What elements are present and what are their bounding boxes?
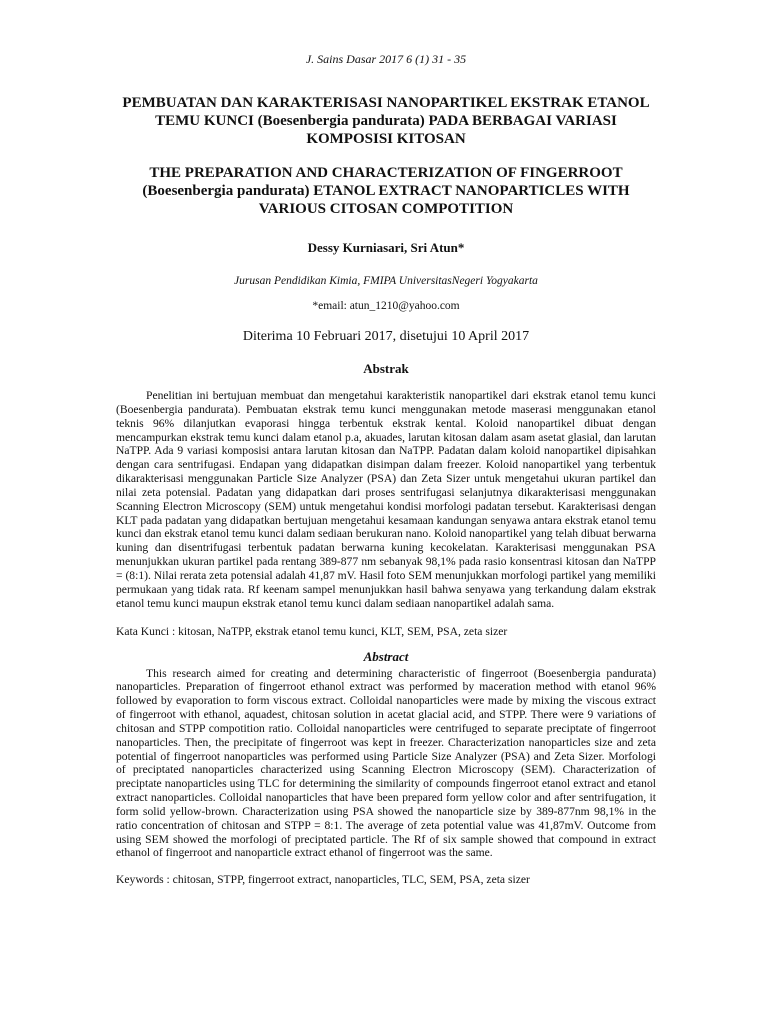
email: *email: atun_1210@yahoo.com xyxy=(312,300,460,312)
abstract-text: This research aimed for creating and determining characteristic of fingerroot (Boesenbergia pandurata) nanoparticles. Preparation of fingerroot ethanol extract was performed by maceration method with etanol 96% followed by evaporation to form viscous extract. Colloidal nanoparticles were made by mixing the viscous extract of fingerroot with ethanol, aquadest, chitosan solution in acetat glacial acid, and STPP. There were 9 variations of chitosan and STPP compotition ratio. Colloidal nanoparticles were centrifuged to separate preciptate of fingerroot nanoparticles. Then, the precipitate of fingerroot was kept in freezer. Characterization nanoparticles size and zeta potential of fingerroot nanoparticles was performed using Particle Size Analyzer (PSA) and Zeta Sizer. Morfologi of preciptated nanoparticles characterized using Scanning Electron Microscopy (SEM). Characterization of preciptate nanoparticles using TLC for determining the similarity of compounds fingerroot etanol extract and etanol extract nanoparticles. Colloidal nanoparticles that have been prepared form yellow color and after sentrifugation, it form solid yellow-brown. Characterization using PSA showed the nanoparticle size by 389-877nm 98,1% in the ratio concentration of chitosan and STPP = 8:1. The average of zeta potential value was 41,87mV. Outcome from using SEM showed the morfologi of preciptated particle. The Rf of six sample showed that compound in extract ethanol of fingerroot and nanoparticle extract ethanol of fingerroot was the same. xyxy=(116,666,656,860)
title-indonesian: PEMBUATAN DAN KARAKTERISASI NANOPARTIKEL EKSTRAK ETANOL TEMU KUNCI (Boesenbergia pandurata) PADA BERBAGAI VARIASI KOMPOSISI KITOSAN xyxy=(122,95,650,147)
affiliation: Jurusan Pendidikan Kimia, FMIPA UniversitasNegeri Yogyakarta xyxy=(234,275,538,287)
abstract-heading: Abstract xyxy=(363,648,409,664)
abstrak-heading: Abstrak xyxy=(363,361,409,376)
abstrak-text: Penelitian ini bertujuan membuat dan mengetahui karakteristik nanopartikel dari ekstrak etanol temu kunci (Boesenbergia pandurata). Pembuatan ekstrak temu kunci menggunakan metode maserasi menggunakan etanol teknis 96% dilanjutkan evaporasi hingga terbentuk ekstrak kental. Koloid nanopartikel dibuat dengan mencampurkan ekstrak temu kunci dalam etanol p.a, akuades, larutan kitosan dalam asam asetat glasial, dan larutan NaTPP. Ada 9 variasi komposisi antara larutan kitosan dan NaTPP. Padatan dalam koloid nanopartikel dipisahkan dengan cara sentrifugasi. Endapan yang didapatkan disimpan dalam freezer. Koloid nanopartikel yang terbentuk dikarakterisasi menggunakan Particle Size Analyzer (PSA) dan Zeta Sizer untuk mengetahui ukuran partikel dan nilai zeta potensial. Padatan yang didapatkan dari proses sentrifugasi selanjutnya dikarakterisasi menggunakan Scanning Electron Microscopy (SEM) untuk mengetahui kondisi morfologi padatan tersebut. Karakterisasi dengan KLT pada padatan yang didapatkan bertujuan mengetahui kesamaan kandungan senyawa antara ekstrak etanol temu kunci dan ekstrak etanol temu kunci dalam sediaan berukuran nano. Koloid nanopartikel yang telah dibuat berwarna kuning dan disentrifugasi terbentuk padatan berwarna kuning kecokelatan. Karakterisasi menggunakan PSA menunjukkan ukuran partikel pada rentang 389-877 nm sebanyak 98,1% pada rasio konsentrasi kitosan dan NaTPP = (8:1). Nilai rerata zeta potensial adalah 41,87 mV. Hasil foto SEM menunjukkan morfologi partikel yang memiliki permukaan yang tidak rata. Rf keenam sampel menunjukkan hasil bahwa senyawa yang terkandung dalam ekstrak etanol temu kunci maupun ekstrak etanol temu kunci dalam sediaan nanopartikel adalah sama. xyxy=(116,389,656,610)
journal-citation: J. Sains Dasar 2017 6 (1) 31 - 35 xyxy=(305,52,467,66)
title-english: THE PREPARATION AND CHARACTERIZATION OF FINGERROOT (Boesenbergia pandurata) ETANOL EXTRACT NANOPARTICLES WITH VARIOUS CITOSAN COMPOTITION xyxy=(142,165,630,217)
keywords: Keywords : chitosan, STPP, fingerroot extract, nanoparticles, TLC, SEM, PSA, zeta sizer xyxy=(116,873,530,887)
authors: Dessy Kurniasari, Sri Atun* xyxy=(307,240,465,255)
received-accepted-dates: Diterima 10 Februari 2017, disetujui 10 April 2017 xyxy=(242,329,530,344)
kata-kunci: Kata Kunci : kitosan, NaTPP, ekstrak etanol temu kunci, KLT, SEM, PSA, zeta sizer xyxy=(116,624,508,638)
